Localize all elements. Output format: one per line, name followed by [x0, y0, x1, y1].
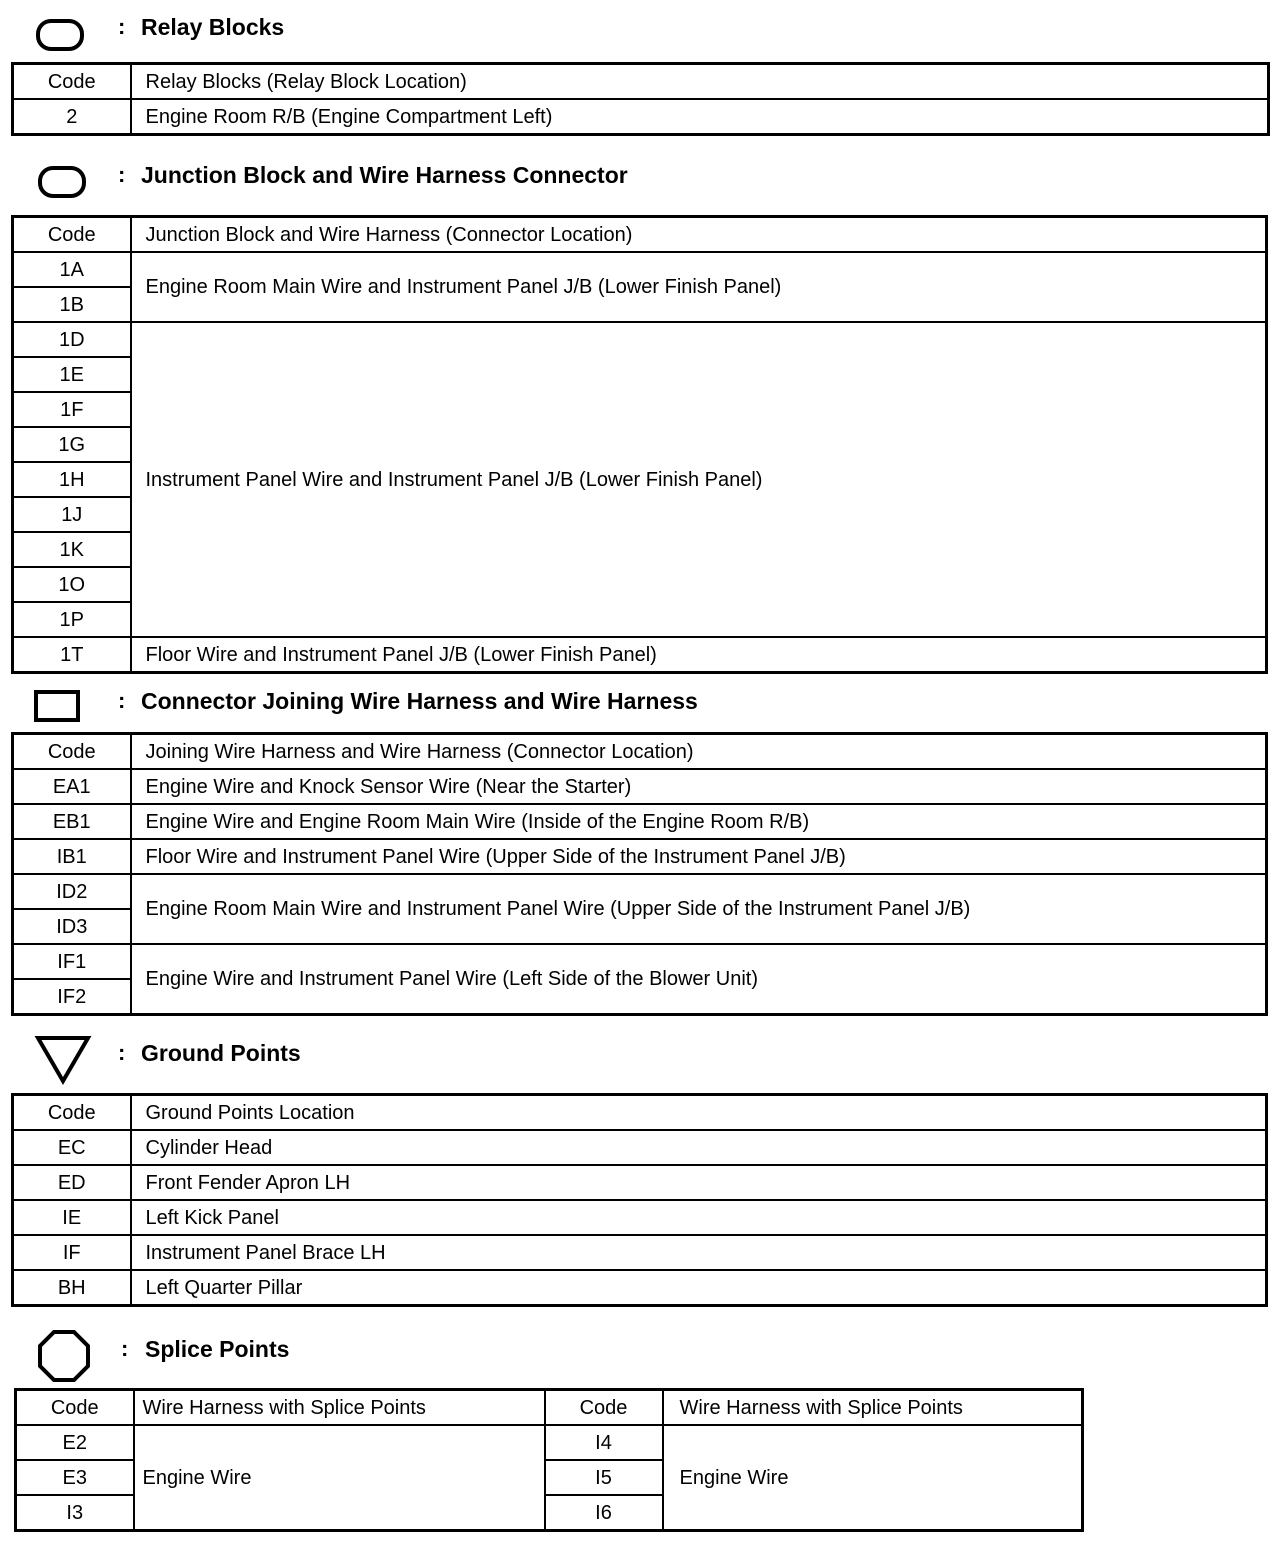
table-row	[13, 99, 1269, 135]
location-cell: Engine Room Main Wire and Instrument Panel J/B (Lower Finish Panel)	[131, 252, 1267, 322]
relay-blocks-colon: :	[118, 14, 126, 39]
table-row	[13, 1165, 1267, 1200]
code-cell: BH	[13, 1270, 131, 1306]
code-cell: 2	[13, 99, 131, 135]
code-cell: I5	[545, 1460, 663, 1495]
table-row	[13, 839, 1267, 874]
code-cell: 1O	[13, 567, 131, 602]
location-cell: Instrument Panel Brace LH	[131, 1235, 1267, 1270]
relay-blocks-header	[0, 14, 1280, 54]
table-row	[13, 944, 1267, 979]
location-cell: Left Kick Panel	[131, 1200, 1267, 1235]
rounded-rect-icon	[37, 165, 87, 201]
location-cell: Engine Wire and Engine Room Main Wire (Inside of the Engine Room R/B)	[131, 804, 1267, 839]
table-header-row	[13, 1095, 1267, 1131]
table-header-row	[13, 64, 1269, 100]
code-cell: 1J	[13, 497, 131, 532]
code-cell: I4	[545, 1425, 663, 1460]
code-cell: IF	[13, 1235, 131, 1270]
code-cell: 1B	[13, 287, 131, 322]
table-row	[13, 1235, 1267, 1270]
code-cell: ED	[13, 1165, 131, 1200]
code-cell: ID2	[13, 874, 131, 909]
code-cell: EB1	[13, 804, 131, 839]
location-cell: Instrument Panel Wire and Instrument Panel J/B (Lower Finish Panel)	[131, 322, 1267, 637]
code-cell: 1G	[13, 427, 131, 462]
location-cell: Cylinder Head	[131, 1130, 1267, 1165]
table-row	[13, 769, 1267, 804]
table-row	[13, 1130, 1267, 1165]
table-header-row	[13, 734, 1267, 770]
header-code: Code	[13, 64, 131, 100]
location-cell: Front Fender Apron LH	[131, 1165, 1267, 1200]
code-cell: I6	[545, 1495, 663, 1531]
code-cell: 1E	[13, 357, 131, 392]
code-cell: 1H	[13, 462, 131, 497]
relay-blocks-table	[11, 62, 1270, 136]
code-cell: 1P	[13, 602, 131, 637]
location-cell: Floor Wire and Instrument Panel J/B (Lower Finish Panel)	[131, 637, 1267, 673]
location-cell: Floor Wire and Instrument Panel Wire (Upper Side of the Instrument Panel J/B)	[131, 839, 1267, 874]
code-cell: IF1	[13, 944, 131, 979]
table-row	[13, 1270, 1267, 1306]
ground-points-title: Ground Points	[141, 1040, 301, 1066]
splice-points-colon: :	[121, 1336, 129, 1361]
junction-blocks-title: Junction Block and Wire Harness Connector	[141, 162, 628, 188]
code-cell: E3	[16, 1460, 134, 1495]
code-cell: I3	[16, 1495, 134, 1531]
connectors-table	[11, 732, 1268, 1016]
junction-blocks-table	[11, 215, 1268, 674]
code-cell: 1A	[13, 252, 131, 287]
octagon-icon	[36, 1328, 92, 1384]
code-cell: ID3	[13, 909, 131, 944]
code-cell: 1D	[13, 322, 131, 357]
code-cell: 1F	[13, 392, 131, 427]
harness-cell: Engine Wire	[134, 1425, 545, 1531]
code-cell: IB1	[13, 839, 131, 874]
header-code: Code	[13, 1095, 131, 1131]
header-desc: Ground Points Location	[131, 1095, 1267, 1131]
ground-points-header	[0, 1040, 1280, 1080]
table-row	[13, 637, 1267, 673]
table-row	[13, 1200, 1267, 1235]
code-cell: 1K	[13, 532, 131, 567]
triangle-down-icon	[34, 1034, 92, 1086]
code-cell: E2	[16, 1425, 134, 1460]
header-code: Code	[16, 1390, 134, 1426]
code-cell: 1T	[13, 637, 131, 673]
location-cell: Left Quarter Pillar	[131, 1270, 1267, 1306]
code-cell: EC	[13, 1130, 131, 1165]
header-desc: Wire Harness with Splice Points	[663, 1390, 1083, 1426]
code-cell: IE	[13, 1200, 131, 1235]
header-desc: Wire Harness with Splice Points	[134, 1390, 545, 1426]
junction-blocks-header	[0, 162, 1280, 202]
header-desc: Relay Blocks (Relay Block Location)	[131, 64, 1269, 100]
location-cell: Engine Room Main Wire and Instrument Panel Wire (Upper Side of the Instrument Panel J/B)	[131, 874, 1267, 944]
harness-cell: Engine Wire	[663, 1425, 1083, 1531]
table-row	[13, 322, 1267, 357]
table-row	[13, 804, 1267, 839]
connectors-header	[0, 688, 1280, 728]
header-desc: Joining Wire Harness and Wire Harness (Connector Location)	[131, 734, 1267, 770]
location-cell: Engine Wire and Knock Sensor Wire (Near the Starter)	[131, 769, 1267, 804]
junction-blocks-colon: :	[118, 162, 126, 187]
code-cell: IF2	[13, 979, 131, 1015]
table-header-row	[13, 217, 1267, 253]
square-icon	[32, 688, 82, 726]
splice-points-header	[0, 1336, 1280, 1376]
code-cell: EA1	[13, 769, 131, 804]
connectors-colon: :	[118, 688, 126, 713]
connectors-title: Connector Joining Wire Harness and Wire Harness	[141, 688, 698, 714]
ground-points-table	[11, 1093, 1268, 1307]
table-row	[13, 874, 1267, 909]
table-header-row	[16, 1390, 1083, 1426]
splice-points-title: Splice Points	[145, 1336, 290, 1362]
table-row	[16, 1425, 1083, 1460]
splice-points-table	[14, 1388, 1084, 1532]
header-code: Code	[13, 734, 131, 770]
ground-points-colon: :	[118, 1040, 126, 1065]
header-desc: Junction Block and Wire Harness (Connector Location)	[131, 217, 1267, 253]
location-cell: Engine Wire and Instrument Panel Wire (Left Side of the Blower Unit)	[131, 944, 1267, 1015]
header-code: Code	[13, 217, 131, 253]
relay-blocks-title: Relay Blocks	[141, 14, 285, 40]
location-cell: Engine Room R/B (Engine Compartment Left)	[131, 99, 1269, 135]
rounded-rect-icon	[35, 18, 85, 54]
header-code: Code	[545, 1390, 663, 1426]
table-row	[13, 252, 1267, 287]
